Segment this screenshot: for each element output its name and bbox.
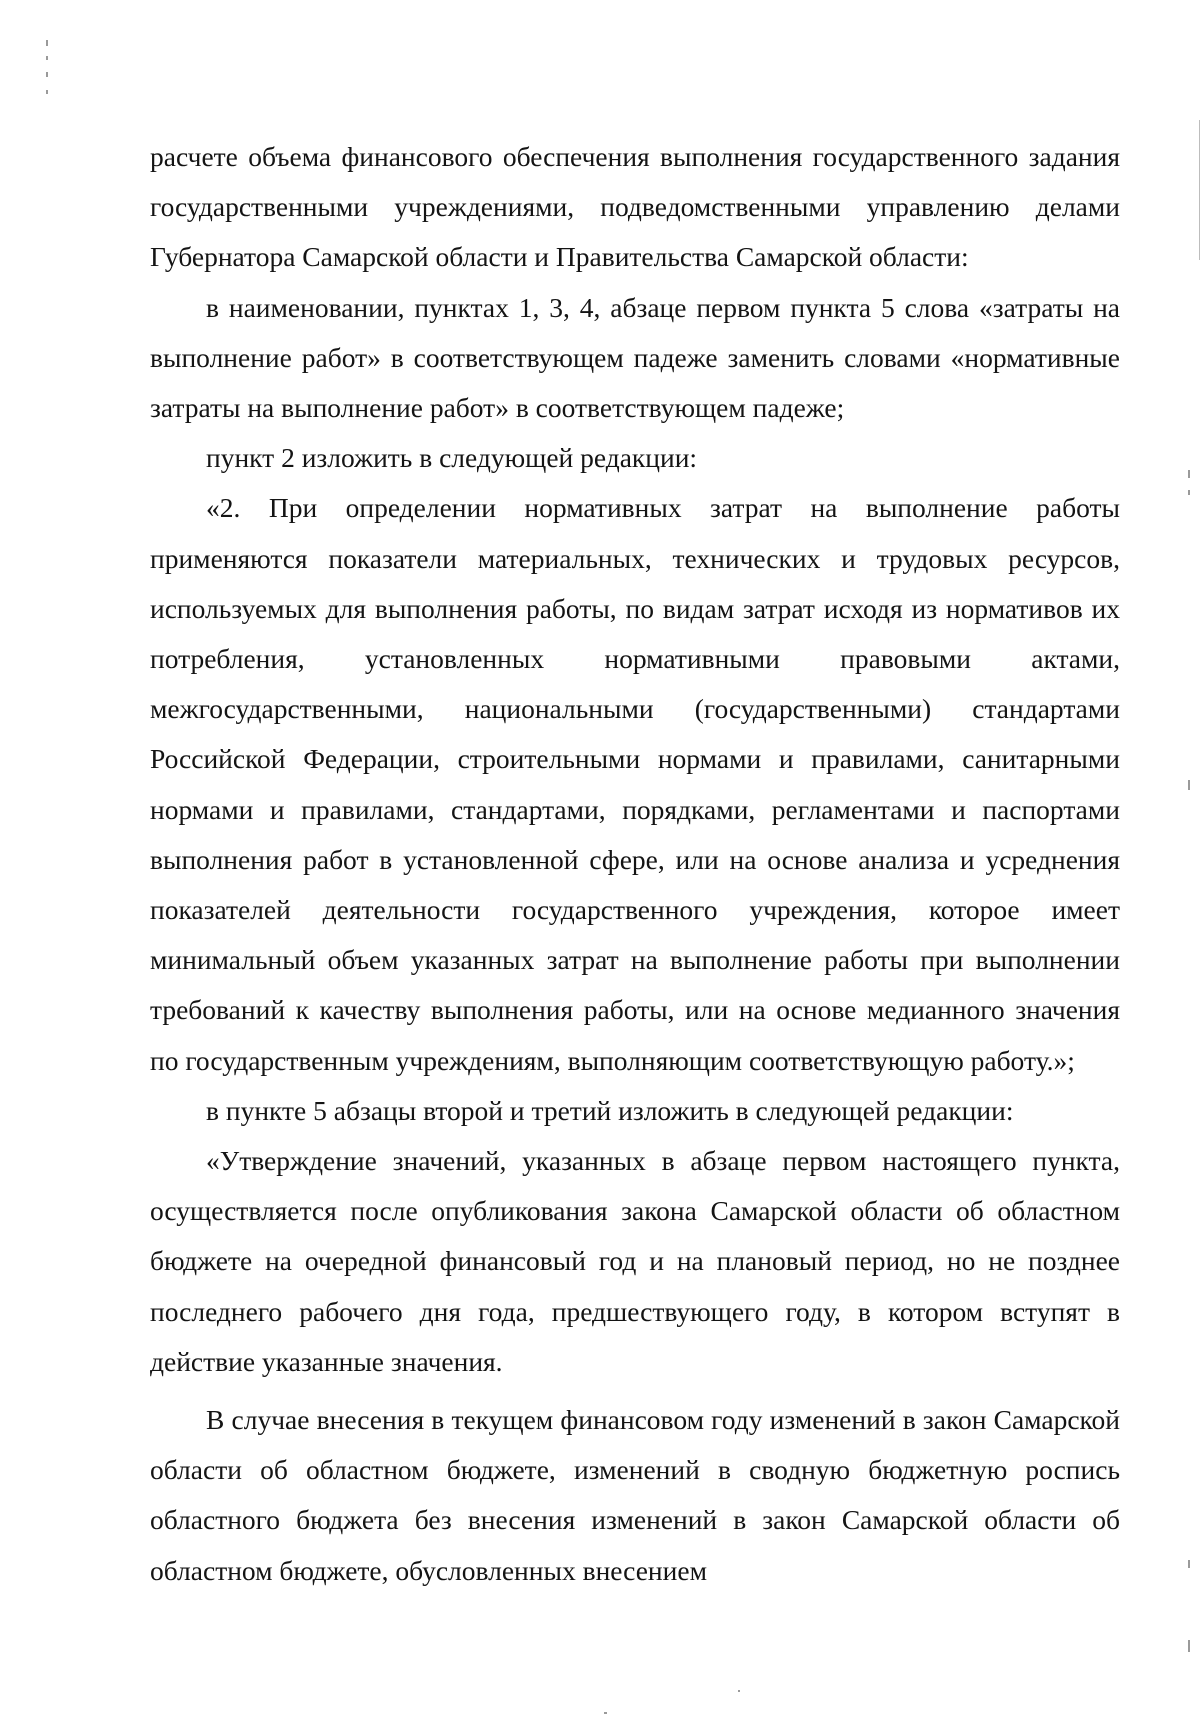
scan-mark-left-2 [46, 56, 48, 60]
paragraph-6: «Утверждение значений, указанных в абзаце первом настоящего пункта, осуществляется после опубликования закона Самарской области об областном бюджете на очередной финансовый год и на плановый период, но не позднее последнего рабочего дня года, предшествующего году, в котором вступят в действие указанные значения. [150, 1145, 1120, 1377]
scan-mark-bottom-1 [738, 1690, 740, 1692]
paragraph-7: В случае внесения в текущем финансовом году изменений в закон Самарской области об областном бюджете, изменений в сводную бюджетную роспись областного бюджета без внесения изменений в закон Самарской области об областном бюджете, обусловленных внесением [150, 1404, 1120, 1586]
scan-mark-right-4 [1188, 1560, 1190, 1568]
paragraph-1: расчете объема финансового обеспечения выполнения государственного задания государственными учреждениями, подведомственными управлению делами Губернатора Самарской области и Правительства Самарской области: [150, 141, 1120, 273]
scan-mark-right-3 [1188, 780, 1190, 790]
paragraph-3: пункт 2 изложить в следующей редакции: [206, 442, 698, 474]
scan-mark-left-3 [46, 72, 48, 77]
scan-mark-left-4 [46, 90, 48, 94]
paragraph-2: в наименовании, пунктах 1, 3, 4, абзаце первом пункта 5 слова «затраты на выполнение работ» в соответствующем падеже заменить словами «нормативные затраты на выполнение работ» в соответствующем падеже; [150, 291, 1120, 424]
scan-mark-right-5 [1188, 1640, 1190, 1652]
paragraph-4: «2. При определении нормативных затрат на выполнение работы применяются показатели материальных, технических и трудовых ресурсов, используемых для выполнения работы, по видам затрат исходя из нормативов их потребления, установленных нормативными правовыми актами, межгосударственными, национальными (государственными) стандартами Российской Федерации, строительными нормами и правилами, санитарными нормами и правилами, стандартами, порядками, регламентами и паспортами выполнения работ в установленной сфере, или на основе анализа и усреднения показателей деятельности государственного учреждения, которое имеет минимальный объем указанных затрат на выполнение работы при выполнении требований к качеству выполнения работы, или на основе медианного значения по государственным учреждениям, выполняющим соответствующую работу.»; [150, 492, 1120, 1076]
document-body [150, 132, 1120, 1596]
scan-mark-left-1 [46, 40, 48, 46]
scan-mark-right-2 [1188, 490, 1190, 495]
paragraph-5: в пункте 5 абзацы второй и третий изложить в следующей редакции: [206, 1094, 1014, 1126]
scan-mark-bottom-2 [604, 1712, 607, 1714]
scan-mark-right-1 [1188, 470, 1190, 478]
